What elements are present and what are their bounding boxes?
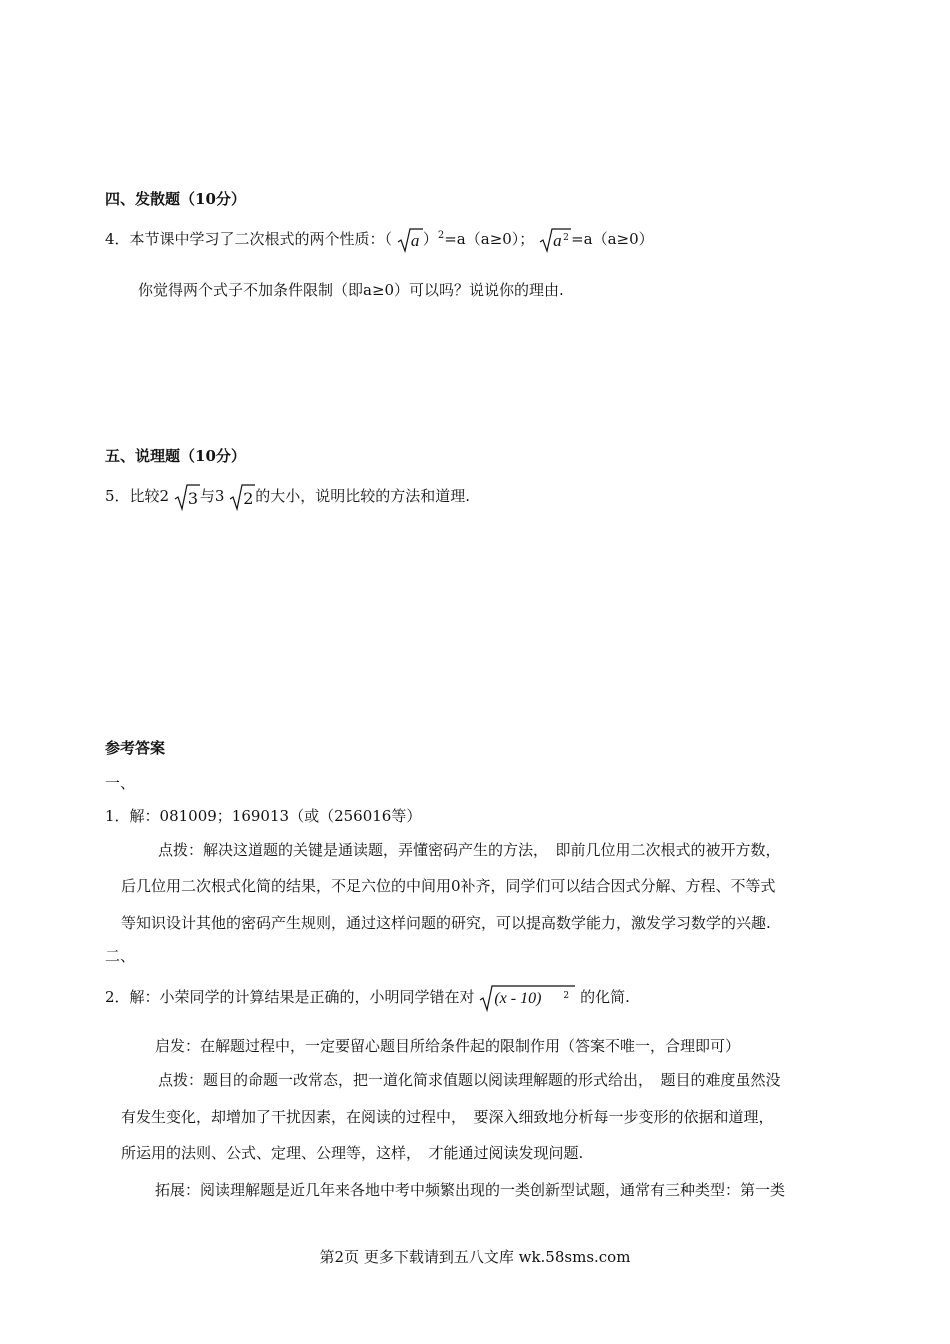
- answer-1-note-line2: 后几位用二次根式化简的结果，不足六位的中间用0补齐，同学们可以结合因式分解、方程、不等式: [121, 877, 776, 895]
- exponent-2: 2: [437, 230, 445, 241]
- answer-2: [105, 984, 630, 1012]
- sqrt-a2-radicand: a: [553, 231, 562, 250]
- answers-part2: 二、: [105, 947, 136, 965]
- question-5-number: 5．: [105, 487, 130, 505]
- sqrt-x-minus-10-squared-symbol: [479, 984, 575, 1012]
- section4-heading: 四、发散题（10分）: [105, 190, 246, 208]
- answer-2-note-line1: 点拨：题目的命题一改常态，把一道化简求值题以阅读理解题的形式给出， 题目的难度虽然没: [158, 1071, 781, 1089]
- sqrt-2-symbol: [229, 483, 255, 511]
- answer-1: 1．解：081009；169013（或（256016等）: [105, 807, 422, 825]
- sqrt-a2-exponent: 2: [563, 233, 569, 243]
- question-4-number: 4．: [105, 230, 130, 248]
- question-4-line2: 你觉得两个式子不加条件限制（即a≥0）可以吗？说说你的理由.: [138, 281, 564, 299]
- answer-2-pre: 2．解：小荣同学的计算结果是正确的，小明同学错在对: [105, 988, 475, 1006]
- answer-2-hint: 启发：在解题过程中，一定要留心题目所给条件起的限制作用（答案不唯一，合理即可）: [155, 1037, 741, 1055]
- sqrt-a-symbol: [397, 227, 423, 253]
- answer-1-note-line3: 等知识设计其他的密码产生规则，通过这样问题的研究，可以提高数学能力，激发学习数学的兴趣.: [121, 914, 771, 932]
- answer-2-note-line3: 所运用的法则、公式、定理、公理等，这样， 才能通过阅读发现问题.: [121, 1144, 584, 1162]
- sqrt-2-radicand: 2: [243, 489, 254, 508]
- property-1-equals: =a（a≥0）；: [444, 230, 535, 248]
- page-footer: 第2页 更多下载请到五八文库 wk.58sms.com: [319, 1248, 631, 1266]
- sqrt-radicand: (x - 10): [494, 990, 542, 1007]
- sqrt-3-symbol: [174, 483, 200, 511]
- sqrt-3-radicand: 3: [187, 489, 199, 508]
- paren-close: ）: [422, 230, 438, 248]
- answers-part1: 一、: [105, 774, 136, 792]
- question-4-line1: [105, 226, 654, 253]
- sqrt-radicand-exponent: 2: [563, 991, 570, 1001]
- question-5-post: 的大小，说明比较的方法和道理.: [255, 487, 470, 505]
- question-5-mid: 与3: [199, 487, 225, 505]
- answers-heading: 参考答案: [105, 739, 166, 757]
- property-2-equals: =a（a≥0）: [571, 230, 654, 248]
- question-5-pre: 比较2: [129, 487, 170, 505]
- section5-heading: 五、说理题（10分）: [105, 447, 246, 465]
- sqrt-a-squared-symbol: [539, 227, 571, 253]
- answer-1-note-line1: 点拨：解决这道题的关键是通读题，弄懂密码产生的方法， 即前几位用二次根式的被开方数，: [158, 841, 781, 859]
- sqrt-a-radicand: a: [410, 231, 420, 250]
- answer-2-post: 的化简.: [580, 988, 630, 1006]
- question-4-text: 本节课中学习了二次根式的两个性质：（: [129, 230, 393, 248]
- answer-2-extension: 拓展：阅读理解题是近几年来各地中考中频繁出现的一类创新型试题，通常有三种类型：第一类: [155, 1181, 786, 1199]
- answer-2-note-line2: 有发生变化，却增加了干扰因素，在阅读的过程中， 要深入细致地分析每一步变形的依据和道理，: [121, 1108, 774, 1126]
- question-5-line: [105, 483, 470, 511]
